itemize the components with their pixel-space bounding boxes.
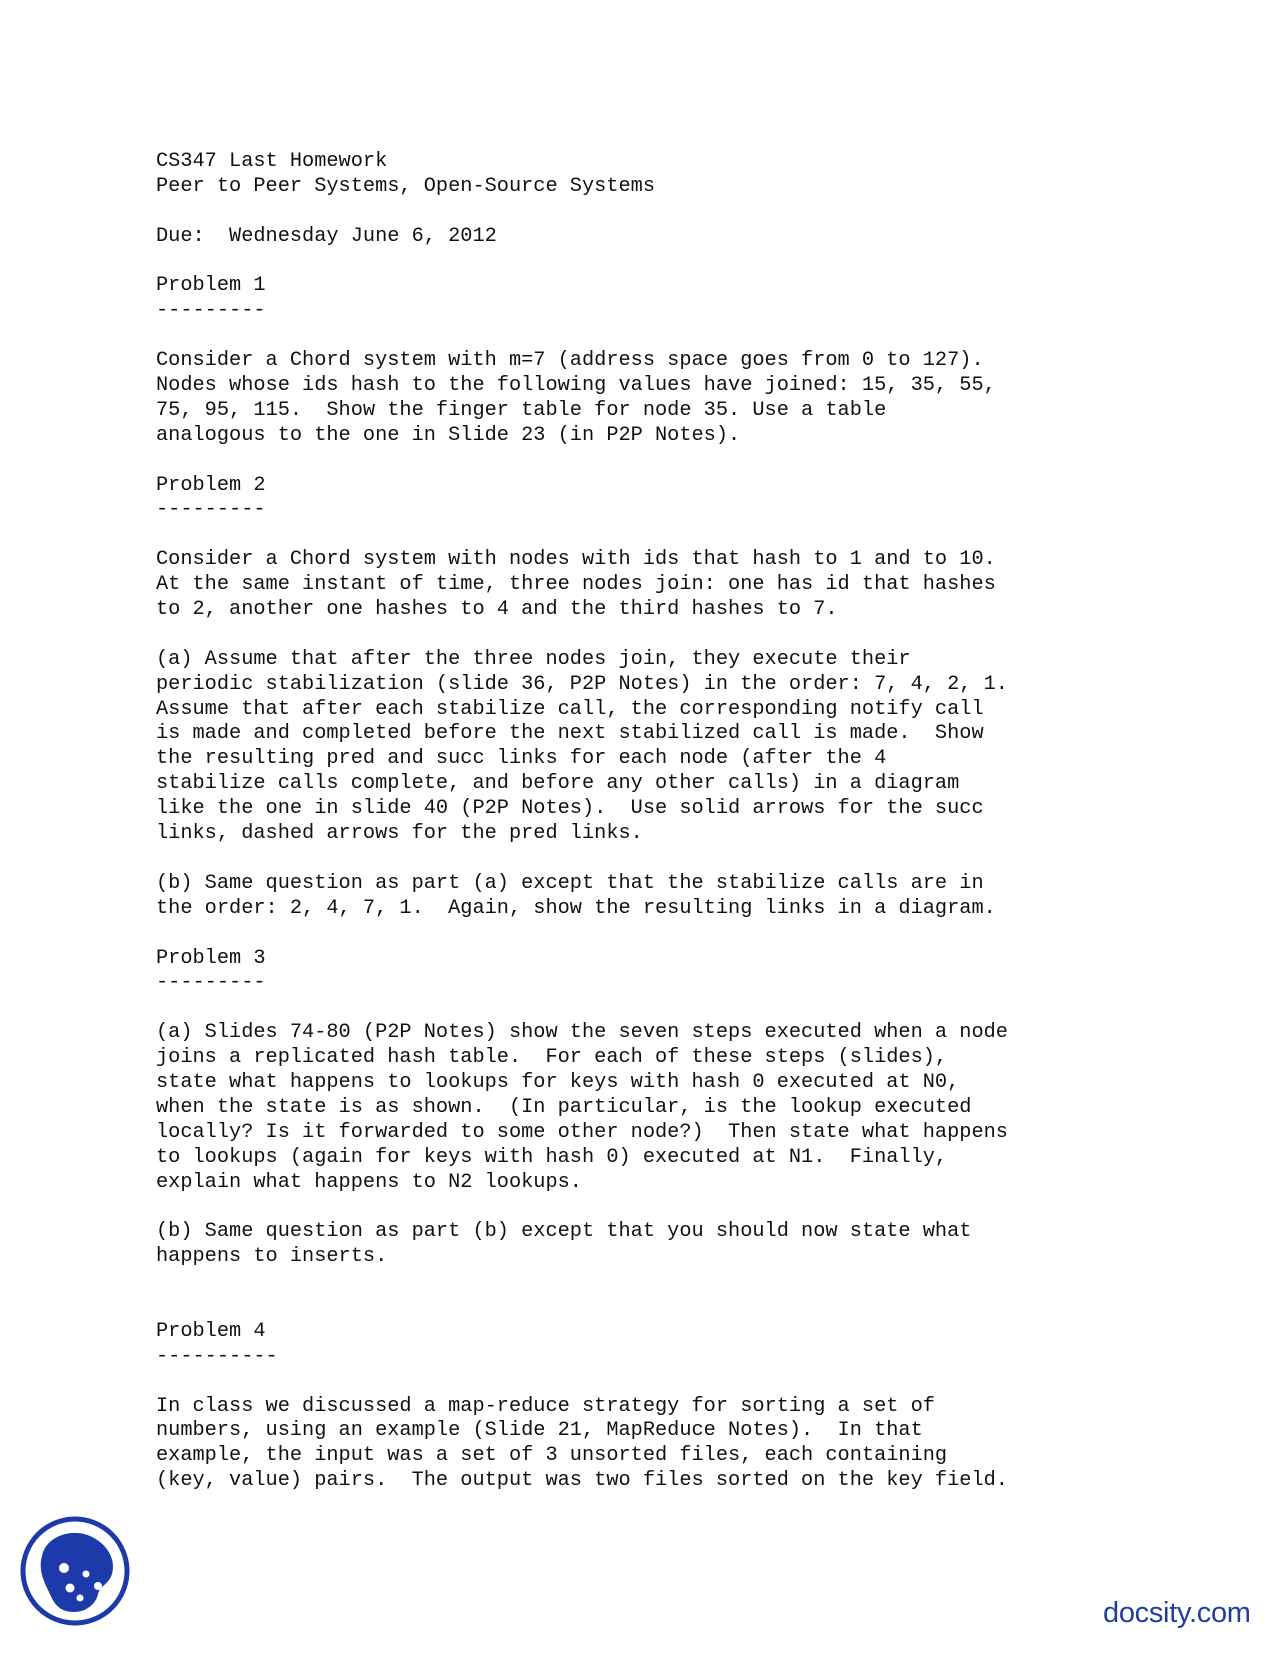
text-line: the order: 2, 4, 7, 1. Again, show the resulting links in a diagram.: [156, 896, 996, 920]
problem-underline: ---------: [156, 299, 266, 323]
problem-heading: Problem 1: [156, 274, 266, 298]
text-line: In class we discussed a map-reduce strategy for sorting a set of: [156, 1394, 935, 1418]
text-line: state what happens to lookups for keys with hash 0 executed at N0,: [156, 1070, 960, 1094]
text-line: joins a replicated hash table. For each of these steps (slides),: [156, 1046, 948, 1070]
text-line: like the one in slide 40 (P2P Notes). Use solid arrows for the succ: [156, 797, 984, 821]
problem-underline: ----------: [156, 1344, 278, 1368]
docsity-watermark-link[interactable]: docsity.com: [1103, 1597, 1251, 1629]
text-line: (b) Same question as part (b) except that you should now state what: [156, 1220, 972, 1244]
text-line: Consider a Chord system with m=7 (address space goes from 0 to 127).: [156, 349, 984, 373]
problem-paragraph: [156, 1021, 1156, 1195]
text-line: to 2, another one hashes to 4 and the third hashes to 7.: [156, 598, 838, 622]
text-line: Assume that after each stabilize call, the corresponding notify call: [156, 697, 984, 721]
problem-section: [156, 1320, 1156, 1494]
problem-heading: Problem 3: [156, 946, 266, 970]
problem-paragraph: [156, 349, 1156, 449]
text-line: is made and completed before the next stabilized call is made. Show: [156, 722, 984, 746]
problem-paragraph: [156, 1395, 1156, 1495]
logo-dot: [59, 1563, 69, 1573]
text-line: Nodes whose ids hash to the following values have joined: 15, 35, 55,: [156, 374, 996, 398]
logo-dot: [83, 1571, 90, 1578]
problem-paragraph: [156, 548, 1156, 623]
problem-section: [156, 274, 1156, 448]
text-line: periodic stabilization (slide 36, P2P Notes) in the order: 7, 4, 2, 1.: [156, 672, 1008, 696]
text-line: stabilize calls complete, and before any other calls) in a diagram: [156, 772, 960, 796]
problem-underline: ---------: [156, 971, 266, 995]
text-line: Consider a Chord system with nodes with ids that hash to 1 and to 10.: [156, 548, 996, 572]
document-page: [156, 150, 1156, 1494]
docsity-logo-icon: [20, 1516, 130, 1626]
text-line: the resulting pred and succ links for each node (after the 4: [156, 747, 887, 771]
doc-subtitle: Peer to Peer Systems, Open-Source Systems: [156, 174, 655, 198]
docsity-logo-svg: [20, 1516, 130, 1626]
logo-dot: [77, 1595, 84, 1602]
text-line: to lookups (again for keys with hash 0) executed at N1. Finally,: [156, 1145, 948, 1169]
problem-section: [156, 474, 1156, 922]
problem-paragraph: [156, 872, 1156, 922]
text-line: (b) Same question as part (a) except that the stabilize calls are in: [156, 871, 984, 895]
text-line: happens to inserts.: [156, 1245, 388, 1269]
problem-section: [156, 947, 1156, 1271]
due-date: Due: Wednesday June 6, 2012: [156, 224, 497, 248]
text-line: locally? Is it forwarded to some other node?) Then state what happens: [156, 1120, 1008, 1144]
doc-title: CS347 Last Homework: [156, 150, 388, 173]
text-line: (key, value) pairs. The output was two files sorted on the key field.: [156, 1469, 1008, 1493]
problem-underline: ---------: [156, 498, 266, 522]
logo-dot: [94, 1582, 102, 1590]
text-line: links, dashed arrows for the pred links.: [156, 822, 643, 846]
text-line: At the same instant of time, three nodes join: one has id that hashes: [156, 573, 996, 597]
text-line: example, the input was a set of 3 unsorted files, each containing: [156, 1444, 948, 1468]
text-line: explain what happens to N2 lookups.: [156, 1170, 582, 1194]
problem-paragraph: [156, 1220, 1156, 1270]
logo-dot: [66, 1584, 75, 1593]
text-line: when the state is as shown. (In particular, is the lookup executed: [156, 1095, 972, 1119]
text-line: 75, 95, 115. Show the finger table for node 35. Use a table: [156, 398, 887, 422]
text-line: (a) Assume that after the three nodes join, they execute their: [156, 647, 911, 671]
problem-paragraph: [156, 648, 1156, 847]
text-line: numbers, using an example (Slide 21, MapReduce Notes). In that: [156, 1419, 923, 1443]
problem-heading: Problem 2: [156, 473, 266, 497]
text-line: analogous to the one in Slide 23 (in P2P Notes).: [156, 423, 741, 447]
text-line: (a) Slides 74-80 (P2P Notes) show the seven steps executed when a node: [156, 1021, 1008, 1045]
problem-heading: Problem 4: [156, 1319, 266, 1343]
